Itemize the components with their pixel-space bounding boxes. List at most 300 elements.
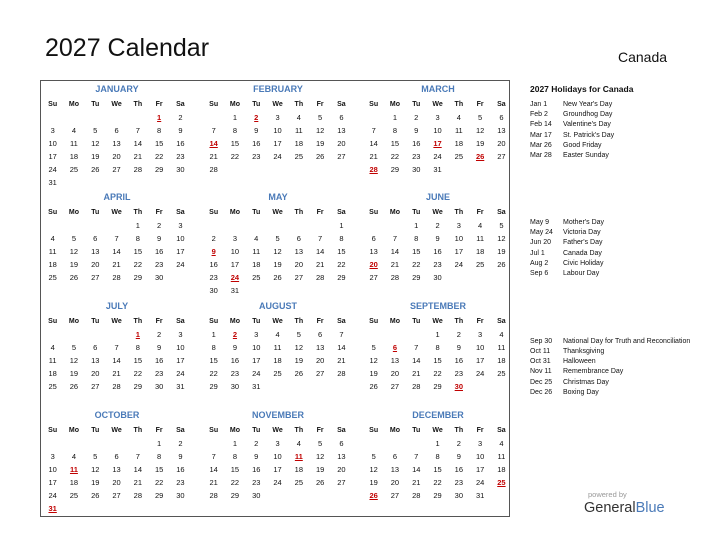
day-cell: 14 <box>412 356 421 365</box>
day-cell: 31 <box>475 491 485 500</box>
empty-day-cell <box>469 380 490 393</box>
week-row <box>203 450 353 463</box>
day-cell: 3 <box>275 439 280 448</box>
weekday-label: Tu <box>252 101 261 108</box>
day-cell: 19 <box>69 260 79 269</box>
empty-day-cell <box>224 163 245 176</box>
day-cell: 3 <box>478 330 483 339</box>
day-cell: 24 <box>273 152 282 161</box>
holiday-name: Canada Day <box>563 249 602 257</box>
day-cell: 29 <box>412 273 421 282</box>
day-cell: 7 <box>414 343 419 352</box>
day-cell: 21 <box>390 260 400 269</box>
empty-day-cell <box>331 380 352 393</box>
empty-day-cell <box>127 502 148 515</box>
day-cell: 10 <box>475 343 485 352</box>
day-cell: 4 <box>254 234 259 243</box>
day-cell: 18 <box>48 369 57 378</box>
day-cell: 20 <box>112 478 121 487</box>
day-cell: 23 <box>412 152 421 161</box>
day-cell: 16 <box>154 356 164 365</box>
week-row <box>42 450 192 463</box>
week-row <box>42 367 192 380</box>
weekday-label: Fr <box>476 101 484 108</box>
empty-day-cell <box>85 502 106 515</box>
day-cell: 18 <box>48 260 57 269</box>
weekday-label: Tu <box>252 427 261 434</box>
empty-day-cell <box>148 176 169 189</box>
day-cell: 21 <box>412 478 421 487</box>
week-row <box>363 450 513 463</box>
empty-day-cell <box>106 437 127 450</box>
week-row <box>42 245 192 258</box>
day-cell: 7 <box>135 126 140 135</box>
empty-day-cell <box>63 502 84 515</box>
empty-day-cell <box>363 111 384 124</box>
day-cell: 25 <box>475 260 485 269</box>
weekday-header <box>363 424 513 437</box>
day-cell: 21 <box>112 260 121 269</box>
day-cell: 13 <box>390 465 400 474</box>
holiday-date: Dec 26 <box>530 388 553 396</box>
holiday-date: Aug 2 <box>530 259 549 267</box>
day-cell: 18 <box>69 152 79 161</box>
empty-day-cell <box>469 271 490 284</box>
empty-day-cell <box>63 176 84 189</box>
day-cell: 7 <box>371 126 376 135</box>
day-cell: 12 <box>91 139 100 148</box>
day-cell: 19 <box>369 369 378 378</box>
empty-day-cell <box>288 380 309 393</box>
day-cell: 3 <box>275 113 280 122</box>
holiday-date: Mar 26 <box>530 141 552 149</box>
day-cell: 10 <box>230 247 240 256</box>
weekday-header <box>203 315 353 328</box>
day-cell: 19 <box>273 260 282 269</box>
weekday-label: Tu <box>252 209 261 216</box>
day-cell: 12 <box>69 356 79 365</box>
day-cell: 15 <box>154 139 164 148</box>
weekday-label: Fr <box>316 101 324 108</box>
day-cell: 28 <box>337 369 346 378</box>
day-cell: 24 <box>433 152 442 161</box>
day-cell: 30 <box>176 165 185 174</box>
day-cell: 5 <box>318 113 323 122</box>
day-cell: 27 <box>337 478 346 487</box>
holiday-entry <box>530 378 700 388</box>
month-name: OCTOBER <box>94 410 140 420</box>
day-cell: 14 <box>337 343 346 352</box>
day-cell: 5 <box>275 234 280 243</box>
empty-day-cell <box>85 111 106 124</box>
week-row <box>363 354 513 367</box>
week-row <box>42 137 192 150</box>
day-cell: 24 <box>475 478 485 487</box>
day-cell: 7 <box>339 330 344 339</box>
holiday-entry <box>530 228 700 238</box>
empty-day-cell <box>491 271 512 284</box>
holiday-day-cell: 26 <box>475 152 485 161</box>
day-cell: 9 <box>157 234 162 243</box>
day-cell: 10 <box>273 452 282 461</box>
empty-day-cell <box>331 163 352 176</box>
empty-day-cell <box>148 502 169 515</box>
weekday-label: Fr <box>476 209 484 216</box>
weekday-label: We <box>272 427 283 434</box>
day-cell: 3 <box>456 221 461 230</box>
day-cell: 14 <box>369 139 378 148</box>
day-cell: 14 <box>412 465 421 474</box>
day-cell: 11 <box>454 126 463 135</box>
holiday-day-cell: 20 <box>369 260 378 269</box>
day-cell: 26 <box>91 165 100 174</box>
day-cell: 19 <box>91 152 100 161</box>
empty-day-cell <box>63 219 84 232</box>
week-row <box>363 258 513 271</box>
week-row <box>42 502 192 515</box>
day-cell: 29 <box>133 273 142 282</box>
week-row <box>42 437 192 450</box>
week-row <box>363 380 513 393</box>
day-cell: 17 <box>475 356 485 365</box>
week-row <box>203 284 353 297</box>
day-cell: 26 <box>369 382 378 391</box>
day-cell: 26 <box>91 491 100 500</box>
day-cell: 28 <box>315 273 325 282</box>
day-cell: 4 <box>71 452 77 461</box>
day-cell: 6 <box>114 452 119 461</box>
weekday-header <box>363 98 513 111</box>
month-july <box>42 300 192 393</box>
day-cell: 16 <box>176 465 185 474</box>
day-cell: 28 <box>209 491 218 500</box>
day-cell: 27 <box>390 491 400 500</box>
week-row <box>203 489 353 502</box>
day-cell: 4 <box>50 343 55 352</box>
month-name: JANUARY <box>95 84 139 94</box>
day-cell: 13 <box>390 356 400 365</box>
day-cell: 7 <box>392 234 398 243</box>
day-cell: 19 <box>497 247 506 256</box>
day-cell: 31 <box>48 178 57 187</box>
holiday-group <box>530 100 700 161</box>
day-cell: 2 <box>456 439 461 448</box>
day-cell: 16 <box>176 139 185 148</box>
week-row <box>42 111 192 124</box>
weekday-label: Su <box>209 427 219 434</box>
week-row <box>203 354 353 367</box>
week-row <box>363 476 513 489</box>
empty-day-cell <box>363 437 384 450</box>
day-cell: 27 <box>390 382 400 391</box>
day-cell: 25 <box>48 273 57 282</box>
day-cell: 1 <box>392 113 398 122</box>
day-cell: 10 <box>273 126 282 135</box>
empty-day-cell <box>63 111 84 124</box>
day-cell: 12 <box>315 452 325 461</box>
holiday-entry <box>530 131 700 141</box>
week-row <box>363 489 513 502</box>
day-cell: 15 <box>154 465 164 474</box>
day-cell: 12 <box>69 247 79 256</box>
day-cell: 5 <box>93 452 98 461</box>
weekday-label: Fr <box>155 209 163 216</box>
day-cell: 25 <box>252 273 261 282</box>
day-cell: 7 <box>114 234 119 243</box>
holiday-name: Civic Holiday <box>563 259 604 267</box>
day-cell: 28 <box>112 273 121 282</box>
weekday-label: Mo <box>68 427 79 434</box>
page-title: 2027 Calendar <box>45 34 210 62</box>
week-row <box>203 271 353 284</box>
empty-day-cell <box>384 437 405 450</box>
week-row <box>203 367 353 380</box>
day-cell: 23 <box>230 369 240 378</box>
holiday-date: Jan 1 <box>530 101 548 108</box>
holiday-entry <box>530 110 700 120</box>
week-row <box>203 124 353 137</box>
day-cell: 8 <box>135 343 140 352</box>
day-cell: 23 <box>252 152 261 161</box>
weekday-label: Mo <box>229 318 240 325</box>
day-cell: 18 <box>294 465 303 474</box>
day-cell: 22 <box>133 369 142 378</box>
day-cell: 23 <box>252 478 261 487</box>
holiday-name: Boxing Day <box>563 388 599 396</box>
day-cell: 13 <box>91 356 100 365</box>
day-cell: 18 <box>454 139 463 148</box>
weekday-label: Mo <box>389 209 400 216</box>
empty-day-cell <box>63 328 84 341</box>
day-cell: 9 <box>254 452 259 461</box>
day-cell: 13 <box>337 126 346 135</box>
day-cell: 13 <box>112 139 121 148</box>
weekday-label: Sa <box>176 427 185 434</box>
holiday-name: Victoria Day <box>563 229 601 237</box>
weekday-header <box>363 206 513 219</box>
day-cell: 18 <box>497 356 506 365</box>
day-cell: 25 <box>294 478 303 487</box>
day-cell: 2 <box>178 113 183 122</box>
day-cell: 13 <box>112 465 121 474</box>
empty-day-cell <box>224 219 245 232</box>
day-cell: 27 <box>369 273 378 282</box>
holiday-day-cell: 9 <box>211 247 216 256</box>
day-cell: 22 <box>433 478 442 487</box>
week-row <box>203 137 353 150</box>
holiday-entry <box>530 100 700 110</box>
empty-day-cell <box>363 328 384 341</box>
day-cell: 16 <box>209 260 218 269</box>
day-cell: 4 <box>71 126 77 135</box>
day-cell: 24 <box>48 491 57 500</box>
day-cell: 29 <box>154 491 164 500</box>
weekday-label: Sa <box>337 101 346 108</box>
day-cell: 19 <box>294 356 303 365</box>
week-row <box>42 219 192 232</box>
weekday-header <box>42 315 192 328</box>
month-september <box>363 300 513 393</box>
day-cell: 19 <box>69 369 79 378</box>
day-cell: 15 <box>337 247 346 256</box>
month-april <box>42 191 192 284</box>
week-row <box>363 341 513 354</box>
holiday-day-cell: 1 <box>157 113 162 122</box>
week-row <box>203 219 353 232</box>
day-cell: 3 <box>178 330 183 339</box>
day-cell: 19 <box>91 478 100 487</box>
holiday-date: Jul 1 <box>530 249 545 257</box>
day-cell: 4 <box>275 330 280 339</box>
day-cell: 12 <box>315 126 325 135</box>
weekday-label: Sa <box>337 427 346 434</box>
holiday-date: Dec 25 <box>530 378 553 386</box>
day-cell: 3 <box>232 234 238 243</box>
holiday-name: Thanksgiving <box>563 348 605 355</box>
day-cell: 21 <box>209 152 218 161</box>
day-cell: 22 <box>337 260 346 269</box>
day-cell: 4 <box>296 113 301 122</box>
empty-day-cell <box>267 489 288 502</box>
day-cell: 4 <box>499 439 504 448</box>
week-row <box>42 150 192 163</box>
day-cell: 30 <box>154 273 164 282</box>
weekday-label: We <box>272 318 283 325</box>
day-cell: 16 <box>230 356 240 365</box>
weekday-label: Mo <box>68 318 79 325</box>
empty-day-cell <box>170 502 191 515</box>
day-cell: 18 <box>273 356 282 365</box>
week-row <box>363 150 513 163</box>
weekday-header <box>203 206 353 219</box>
day-cell: 5 <box>499 221 504 230</box>
day-cell: 19 <box>369 478 378 487</box>
weekday-label: Tu <box>252 318 261 325</box>
day-cell: 25 <box>294 152 303 161</box>
weekday-label: Tu <box>412 209 421 216</box>
weekday-label: We <box>272 209 283 216</box>
day-cell: 26 <box>69 382 79 391</box>
day-cell: 16 <box>154 247 164 256</box>
day-cell: 23 <box>154 260 164 269</box>
day-cell: 18 <box>69 478 79 487</box>
weekday-header <box>42 424 192 437</box>
day-cell: 26 <box>273 273 282 282</box>
weekday-label: Fr <box>316 427 324 434</box>
day-cell: 27 <box>112 165 121 174</box>
week-row <box>203 245 353 258</box>
day-cell: 17 <box>273 139 282 148</box>
weekday-header <box>42 98 192 111</box>
month-october <box>42 409 192 515</box>
weekday-header <box>363 315 513 328</box>
empty-day-cell <box>42 437 63 450</box>
day-cell: 6 <box>318 330 323 339</box>
day-cell: 15 <box>433 465 442 474</box>
day-cell: 28 <box>112 382 121 391</box>
empty-day-cell <box>448 271 469 284</box>
day-cell: 14 <box>315 247 325 256</box>
day-cell: 11 <box>294 126 303 135</box>
weekday-label: Tu <box>91 101 100 108</box>
day-cell: 29 <box>337 273 346 282</box>
holiday-name: National Day for Truth and Reconciliation <box>563 338 691 345</box>
day-cell: 11 <box>476 234 485 243</box>
day-cell: 17 <box>48 152 57 161</box>
empty-day-cell <box>288 284 309 297</box>
day-cell: 10 <box>176 343 185 352</box>
empty-day-cell <box>267 284 288 297</box>
weekday-label: We <box>432 318 443 325</box>
day-cell: 22 <box>154 478 164 487</box>
weekday-label: Th <box>294 209 304 216</box>
weekday-label: Sa <box>497 427 506 434</box>
day-cell: 26 <box>315 478 325 487</box>
day-cell: 17 <box>176 247 185 256</box>
holiday-entry <box>530 259 700 269</box>
day-cell: 12 <box>475 126 485 135</box>
weekday-label: Su <box>369 209 379 216</box>
day-cell: 30 <box>176 491 185 500</box>
weekday-label: Su <box>209 318 219 325</box>
day-cell: 14 <box>112 247 121 256</box>
day-cell: 6 <box>339 113 344 122</box>
day-cell: 15 <box>230 465 240 474</box>
empty-day-cell <box>448 163 469 176</box>
weekday-label: Tu <box>91 318 100 325</box>
holiday-entry <box>530 218 700 228</box>
weekday-label: Sa <box>497 101 506 108</box>
day-cell: 16 <box>252 465 261 474</box>
day-cell: 8 <box>414 234 419 243</box>
day-cell: 7 <box>211 452 216 461</box>
day-cell: 12 <box>273 247 282 256</box>
month-august <box>203 300 353 393</box>
empty-day-cell <box>42 111 63 124</box>
weekday-label: Mo <box>229 427 240 434</box>
day-cell: 24 <box>475 369 485 378</box>
day-cell: 22 <box>390 152 400 161</box>
weekday-label: We <box>111 318 122 325</box>
day-cell: 25 <box>48 382 57 391</box>
weekday-label: Th <box>294 101 304 108</box>
day-cell: 2 <box>456 330 461 339</box>
day-cell: 23 <box>433 260 442 269</box>
day-cell: 3 <box>254 330 259 339</box>
weekday-label: Su <box>48 318 58 325</box>
holiday-name: Father's Day <box>563 239 603 247</box>
weekday-label: Su <box>48 101 58 108</box>
day-cell: 23 <box>454 369 463 378</box>
holiday-date: May 9 <box>530 219 550 226</box>
day-cell: 8 <box>211 343 216 352</box>
day-cell: 15 <box>433 356 442 365</box>
holiday-name: Halloween <box>563 358 596 366</box>
month-name: DECEMBER <box>412 410 464 420</box>
day-cell: 20 <box>315 356 325 365</box>
week-row <box>363 437 513 450</box>
day-cell: 17 <box>454 247 463 256</box>
day-cell: 19 <box>315 465 325 474</box>
empty-day-cell <box>106 111 127 124</box>
day-cell: 25 <box>454 152 463 161</box>
week-row <box>363 245 513 258</box>
weekday-label: Sa <box>176 209 185 216</box>
holiday-entry <box>530 367 700 377</box>
day-cell: 23 <box>209 273 218 282</box>
holiday-date: May 24 <box>530 229 553 237</box>
day-cell: 25 <box>69 165 79 174</box>
